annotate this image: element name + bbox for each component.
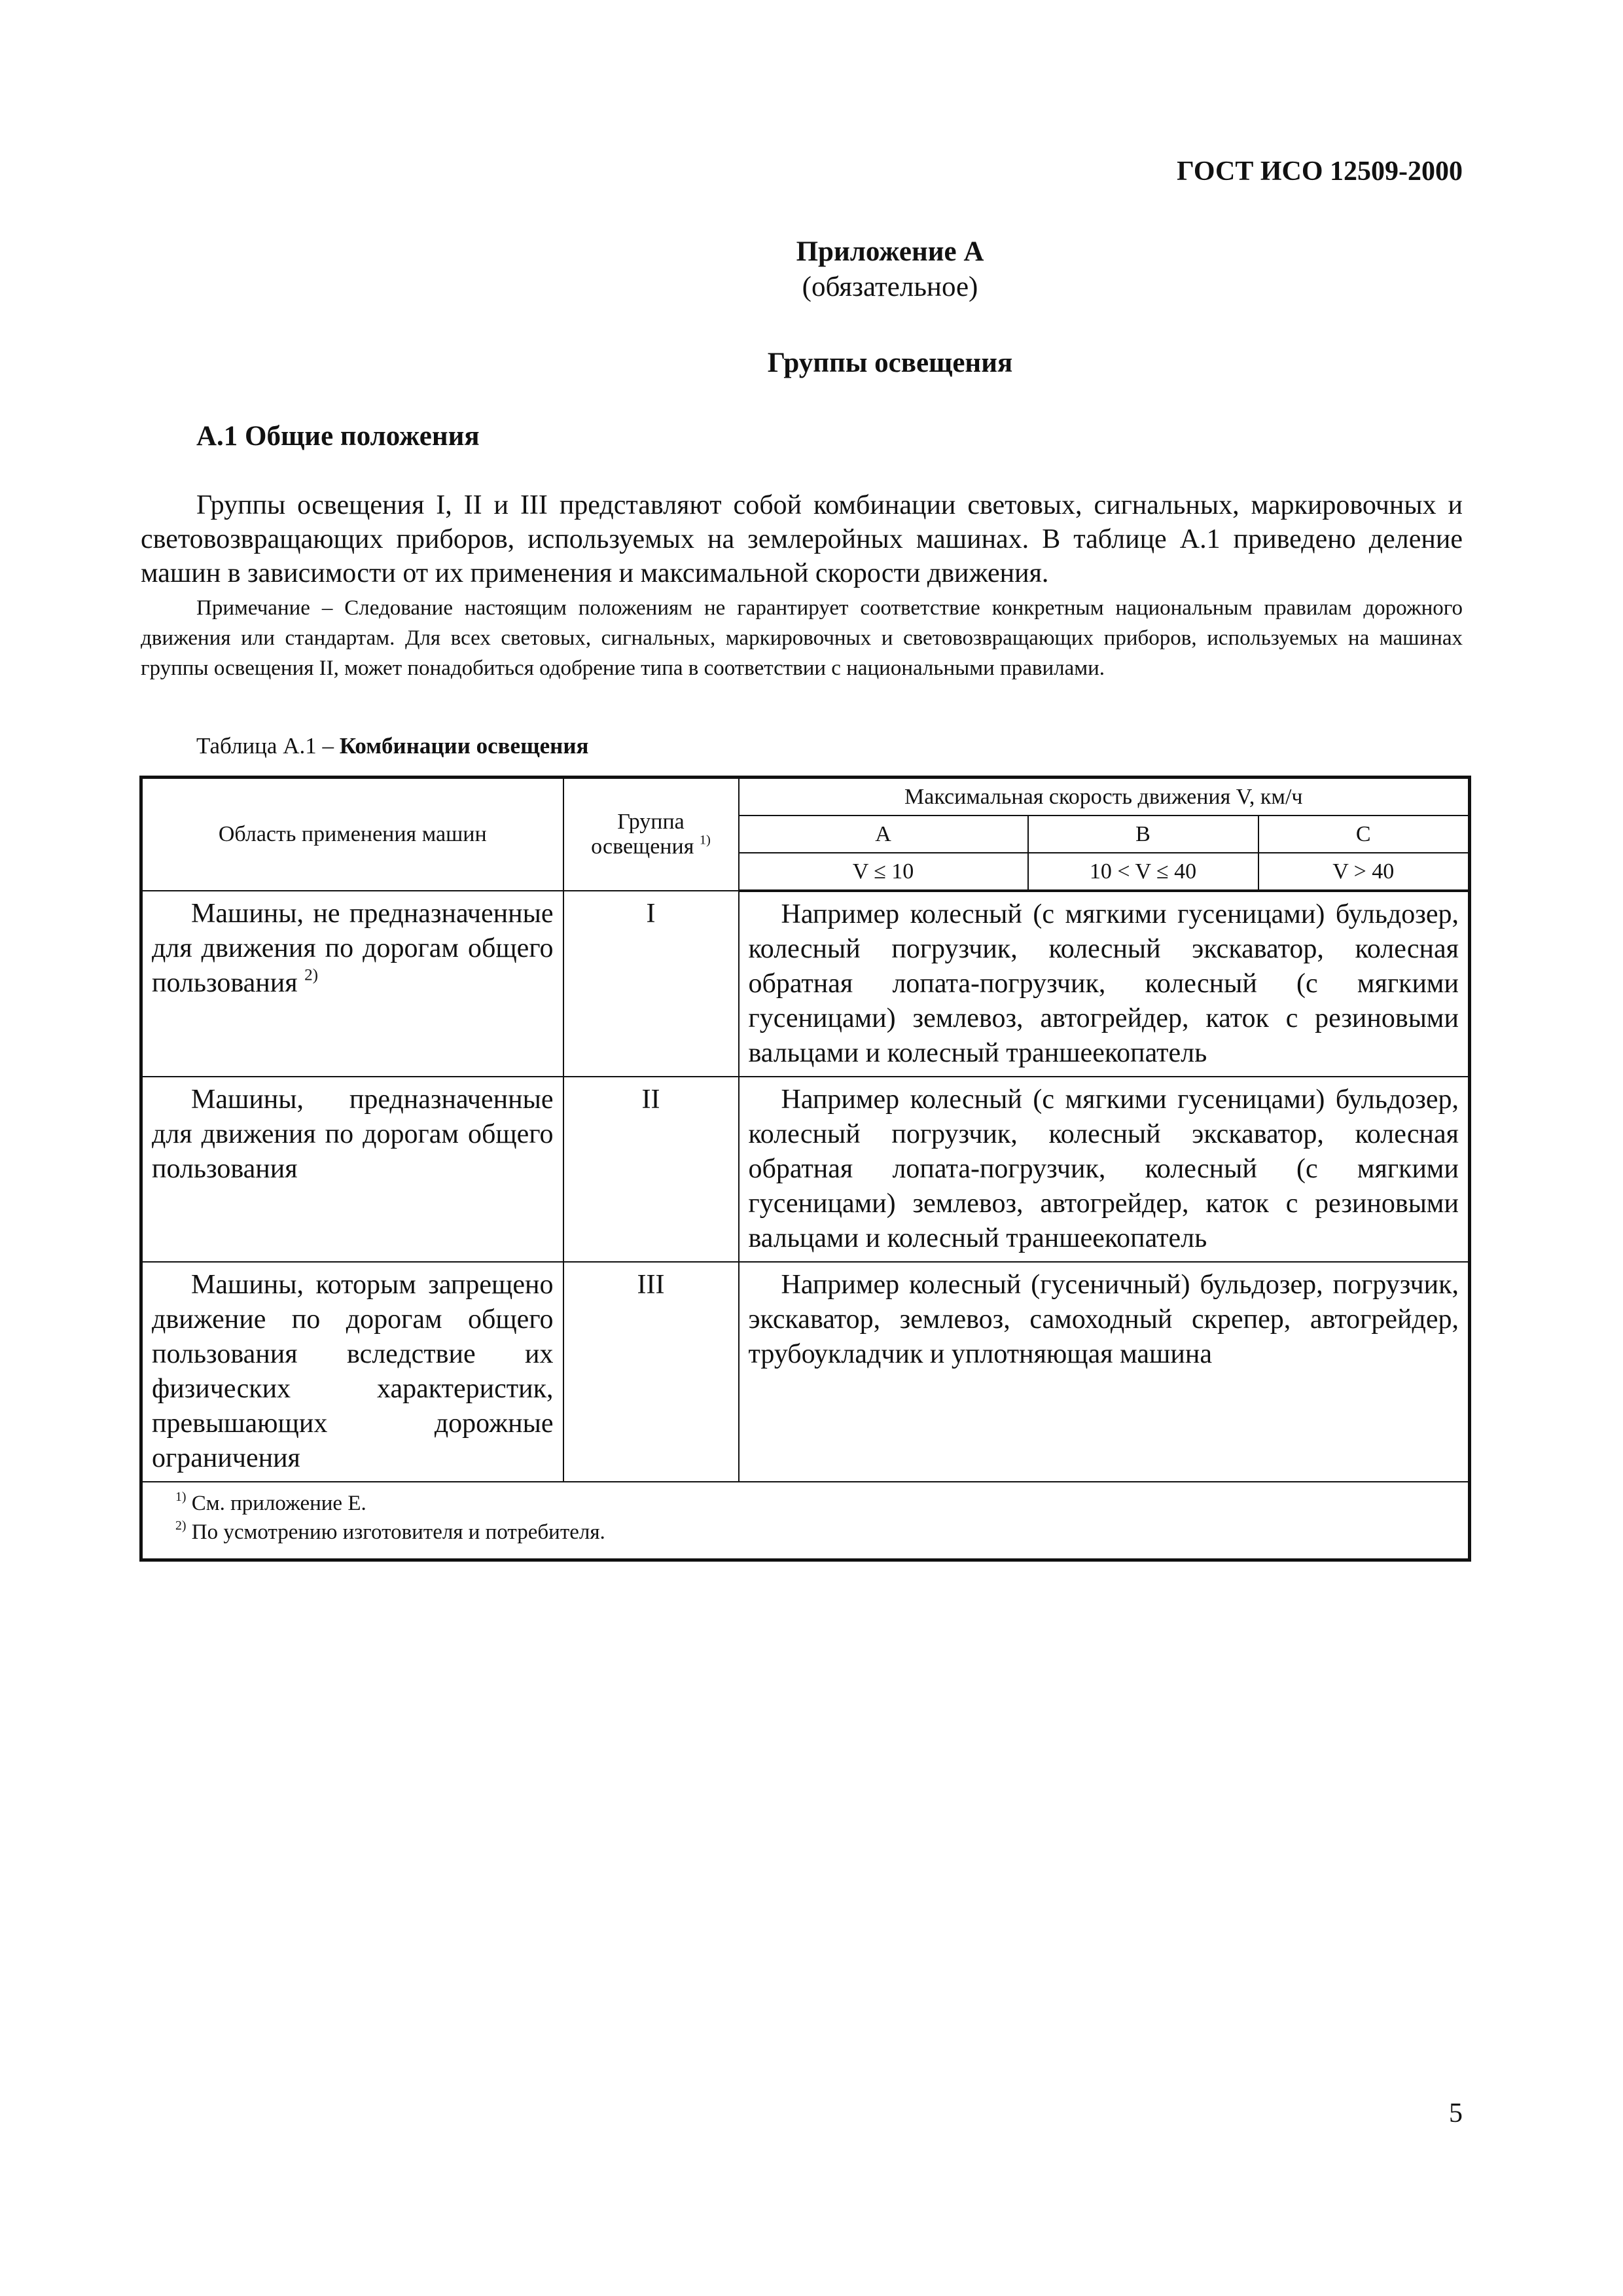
annex-status: (обязательное) (802, 272, 978, 302)
footnote: $^{2)}$ По усмотрению изготовителя и потребителя. (175, 1518, 605, 1544)
row-group: II (563, 1077, 739, 1262)
speed-class-b: B (1028, 816, 1258, 853)
row-area: Машины, предназначенные для движения по дорогам общего пользования (141, 1077, 563, 1262)
speed-range-a: V ≤ 10 (739, 853, 1028, 891)
header-group-ref: 1) (699, 833, 711, 848)
row-examples: Например колесный (гусеничный) бульдозер, погрузчик, экскаватор, землевоз, самоходный скрепер, автогрейдер, трубоукладчик и уплотняющая машина (739, 1262, 1470, 1482)
row-group: I (563, 891, 739, 1077)
note-paragraph: Примечание – Следование настоящим положениям не гарантирует соответствие конкретным национальным правилам дорожного движения или стандартам. Для всех световых, сигнальных, маркировочных и световозвращающих приборов, используемых на машинах группы освещения II, может понадобиться одобрение типа в соответствии с национальными правилами. (141, 596, 1463, 680)
speed-range-c: V > 40 (1258, 853, 1470, 891)
footnote: $^{1)}$ См. приложение Е. (175, 1490, 366, 1515)
row-examples: Например колесный (с мягкими гусеницами) бульдозер, колесный погрузчик, колесный экскаватор, колесная обратная лопата-погрузчик, колесный (с мягкими гусеницами) землевоз, автогрейдер, каток с резиновыми вальцами и колесный траншеекопатель (739, 891, 1470, 1077)
table-row (141, 1262, 1470, 1482)
header-area: Область применения машин (141, 778, 563, 891)
body-paragraph: Группы освещения I, II и III представляют собой комбинации световых, сигнальных, маркировочных и световозвращающих приборов, используемых на землеройных машинах. В таблице А.1 приведено деление машин в зависимости от их применения и максимальной скорости движения. (141, 490, 1463, 588)
table-row (141, 1077, 1470, 1262)
row-examples: Например колесный (с мягкими гусеницами) бульдозер, колесный погрузчик, колесный экскаватор, колесная обратная лопата-погрузчик, колесный (с мягкими гусеницами) землевоз, автогрейдер, каток с резиновыми вальцами и колесный траншеекопатель (739, 1077, 1470, 1262)
header-group: Группа освещения $^{1)}$ (563, 778, 739, 891)
lighting-combinations-table (139, 776, 1471, 1562)
page-number: 5 (1449, 2098, 1463, 2128)
speed-class-a: A (739, 816, 1028, 853)
header-speed: Максимальная скорость движения V, км/ч (739, 778, 1470, 816)
annex-title: Приложение А (796, 236, 984, 267)
table-caption-title: Комбинации освещения (339, 733, 589, 759)
row-area: Машины, не предназначенные для движения по дорогам общего пользования $^{2)}$ (141, 891, 563, 1077)
standard-code: ГОСТ ИСО 12509-2000 (1177, 156, 1463, 187)
speed-class-c: C (1258, 816, 1470, 853)
table-caption-prefix: Таблица А.1 – (196, 733, 340, 759)
row-group: III (563, 1262, 739, 1482)
row-area-ref: 2) (304, 966, 319, 984)
table-caption (196, 733, 588, 759)
subsection-title: А.1 Общие положения (196, 421, 480, 452)
row-area: Машины, которым запрещено движение по дорогам общего пользования вследствие их физических характеристик, превышающих дорожные ограничения (141, 1262, 563, 1482)
table-row (141, 891, 1470, 1077)
speed-range-b: 10 < V ≤ 40 (1028, 853, 1258, 891)
section-title: Группы освещения (767, 348, 1013, 378)
table-footnotes (141, 1482, 1470, 1560)
